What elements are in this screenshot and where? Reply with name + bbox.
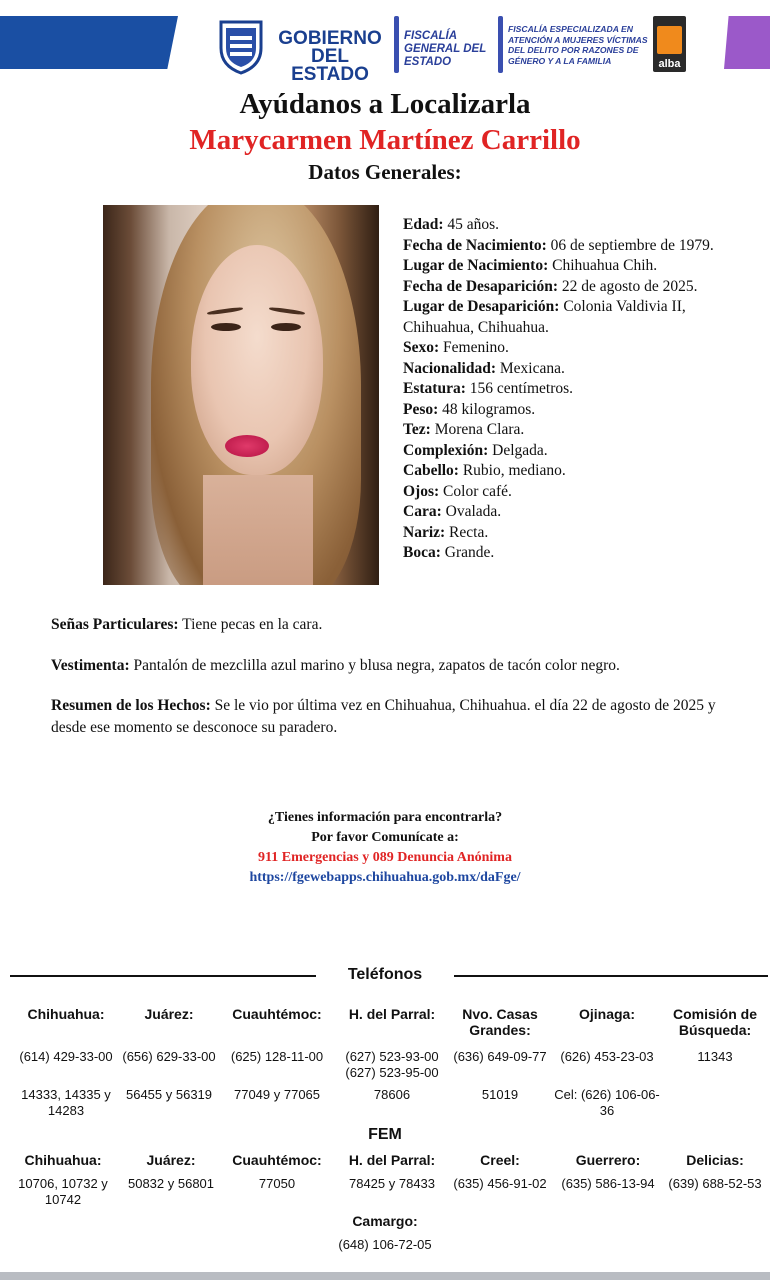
detail-row [403,523,723,544]
detail-label: Cara: [403,503,442,520]
tel-phone: (614) 429-33-00 [19,1049,113,1064]
detail-value: 45 años. [443,216,500,233]
tel-phone: 11343 [697,1049,733,1064]
detail-label: Complexión: [403,441,489,459]
fem-header: Creel: [480,1152,520,1168]
emergency-numbers: 911 Emergencias y 089 Denuncia Anónima [258,850,512,865]
fem-camargo-phone: (648) 106-72-05 [338,1237,432,1252]
detail-row [403,379,723,400]
detail-label: Fecha de Desaparición: [403,277,558,295]
tel-header: H. del Parral: [348,1006,436,1022]
detail-label: Ojos: [403,482,440,500]
detail-value: Rubio, mediano. [458,462,566,479]
fiscalia-especializada-logo: FISCALÍA ESPECIALIZADA EN ATENCIÓN A MUJERES VÍCTIMAS DEL DELITO POR RAZONES DE GÉNERO Y A LA FAMILIA [508,24,648,66]
report-link[interactable]: https://fgewebapps.chihuahua.gob.mx/daFge/ [249,870,521,885]
fem-header: Delicias: [686,1152,744,1168]
fem-phone: 78425 y 78433 [348,1176,436,1191]
tel-phone: (636) 649-09-77 [453,1049,547,1064]
detail-value: Colonia Valdivia II, Chihuahua, Chihuahua. [403,298,686,336]
fem-heading: FEM [368,1126,402,1143]
senas-value: Tiene pecas en la cara. [178,616,323,633]
detail-label: Tez: [403,421,431,438]
detail-value: 156 centímetros. [465,380,574,397]
section-heading: Datos Generales: [308,160,462,184]
fem-header: Chihuahua: [24,1152,102,1168]
detail-row [403,400,723,421]
alba-logo-icon [653,16,686,72]
detail-row [403,236,723,257]
detail-value: Color café. [439,482,512,500]
tel-phone: (627) 523-93-00 (627) 523-95-00 [345,1049,439,1080]
fiscalia-general-logo: FISCALÍA GENERAL DEL ESTADO [404,30,487,68]
tel-phone: (625) 128-11-00 [230,1049,324,1064]
detail-label: Peso: [403,400,439,418]
detail-label: Edad: [403,216,444,233]
detail-value: Recta. [445,523,489,541]
fem-phone: (635) 586-13-94 [561,1176,655,1191]
detail-label: Cabello: [403,462,459,479]
tel-header: Comisión de Búsqueda: [672,1006,757,1038]
detail-label: Nariz: [403,523,446,541]
detail-value: 48 kilogramos. [438,400,536,418]
detail-value: Morena Clara. [430,421,525,438]
detail-row [403,441,723,462]
tel-extension: 51019 [481,1087,519,1102]
header-divider [498,16,503,73]
fem-phone: 77050 [258,1176,296,1191]
state-seal-icon [216,16,266,76]
detail-label: Nacionalidad: [403,359,497,377]
alba-logo-text: alba [658,58,681,70]
footer-bar [0,1272,770,1280]
fem-camargo-label: Camargo: [352,1213,418,1229]
tel-extension: 56455 y 56319 [125,1087,213,1102]
detail-row [403,338,723,359]
detail-value: Grande. [440,544,495,561]
detail-value: 22 de agosto de 2025. [557,277,698,295]
detail-label: Estatura: [403,380,466,397]
detail-label: Lugar de Desaparición: [403,298,560,315]
fem-phone: (639) 688-52-53 [668,1176,762,1191]
fem-phone: 10706, 10732 y 10742 [18,1176,108,1207]
telefonos-heading: Teléfonos [347,966,423,983]
general-data-list [403,215,723,564]
detail-row [403,297,723,338]
missing-person-name: Marycarmen Martínez Carrillo [189,124,581,156]
detail-row [403,359,723,380]
tel-extension: Cel: (626) 106-06-36 [554,1087,660,1118]
tel-extension: 78606 [373,1087,411,1102]
gobierno-del-estado-logo: GOBIERNO DEL ESTADO [278,28,382,85]
vestimenta-label: Vestimenta: [51,657,130,674]
detail-label: Sexo: [403,339,440,356]
alba-figure-icon [657,26,682,54]
vestimenta [51,655,741,677]
detail-row [403,256,723,277]
tel-header: Cuauhtémoc: [232,1006,322,1022]
missing-person-photo [103,205,379,585]
divider-line [454,975,768,977]
fem-header: Cuauhtémoc: [232,1152,322,1168]
detail-value: Ovalada. [441,503,502,520]
header-divider [394,16,399,73]
tel-header: Juárez: [144,1006,194,1022]
tel-extension: 77049 y 77065 [233,1087,321,1102]
detail-row [403,215,723,236]
detail-value: Chihuahua Chih. [548,257,658,274]
detail-row [403,277,723,298]
senas-particulares [51,614,741,636]
detail-label: Fecha de Nacimiento: [403,236,547,254]
detail-row [403,482,723,503]
fem-header: Guerrero: [575,1152,641,1168]
detail-label: Lugar de Nacimiento: [403,257,549,274]
detail-value: 06 de septiembre de 1979. [546,236,714,254]
tel-header: Nvo. Casas Grandes: [462,1006,538,1038]
tel-phone: (626) 453-23-03 [560,1049,654,1064]
detail-row [403,420,723,441]
fem-phone: (635) 456-91-02 [453,1176,547,1191]
detail-value: Mexicana. [496,359,565,377]
divider-line [10,975,316,977]
detail-value: Delgada. [488,441,548,459]
contact-question: ¿Tienes información para encontrarla? [267,810,503,825]
vestimenta-value: Pantalón de mezclilla azul marino y blusa negra, zapatos de tacón color negro. [129,657,620,674]
tel-header: Chihuahua: [27,1006,105,1022]
detail-row [403,502,723,523]
tel-extension: 14333, 14335 y 14283 [21,1087,111,1118]
page-title: Ayúdanos a Localizarla [239,88,531,120]
fem-header: H. del Parral: [348,1152,436,1168]
tel-header: Ojinaga: [578,1006,635,1022]
detail-row [403,461,723,482]
resumen-label: Resumen de los Hechos: [51,697,211,714]
fem-header: Juárez: [146,1152,196,1168]
detail-row [403,543,723,564]
contact-please: Por favor Comunícate a: [311,830,459,845]
resumen-value: Se le vio por última vez en Chihuahua, Chihuahua. el día 22 de agosto de 2025 y desde ese momento se desconoce su paradero. [51,697,716,736]
fem-phone: 50832 y 56801 [127,1176,215,1191]
resumen-hechos [51,695,741,739]
header-blue-band [0,16,178,69]
detail-label: Boca: [403,544,441,561]
tel-phone: (656) 629-33-00 [122,1049,216,1064]
senas-label: Señas Particulares: [51,616,179,633]
detail-value: Femenino. [439,339,509,356]
header-purple-band [724,16,770,69]
